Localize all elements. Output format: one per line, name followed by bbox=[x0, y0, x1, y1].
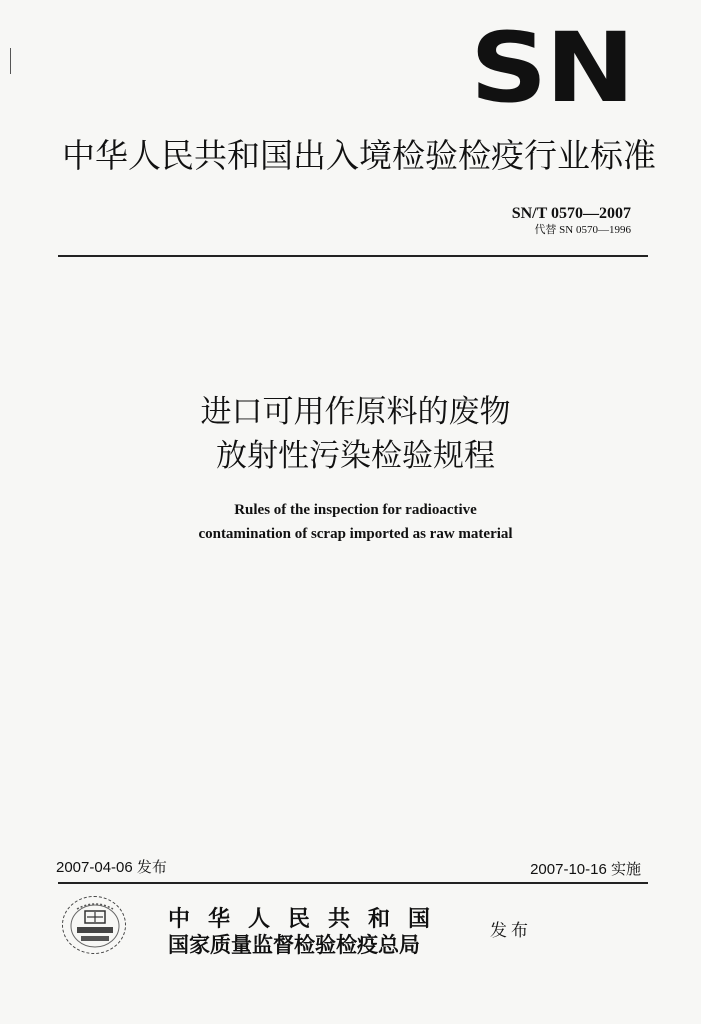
organization-title: 中华人民共和国出入境检验检疫行业标准 bbox=[62, 136, 656, 175]
footer-divider bbox=[58, 882, 648, 884]
document-title-cn bbox=[0, 390, 701, 478]
title-en-line-2: contamination of scrap imported as raw material bbox=[198, 526, 513, 542]
implementation-date: 2007-10-16 实施 bbox=[530, 861, 641, 878]
issuer-line-2: 国家质量监督检验检疫总局 bbox=[168, 932, 420, 957]
replaces-standard: 代替 SN 0570—1996 bbox=[534, 224, 631, 236]
document-title-en bbox=[0, 498, 701, 546]
publish-label: 发布 bbox=[490, 921, 532, 941]
standard-code: SN/T 0570—2007 bbox=[511, 205, 631, 222]
issuing-authority bbox=[168, 906, 448, 958]
title-cn-line-1: 进口可用作原料的废物 bbox=[200, 394, 511, 430]
title-cn-line-2: 放射性污染检验规程 bbox=[216, 438, 495, 474]
seal-stamp-icon bbox=[62, 896, 126, 954]
margin-mark bbox=[10, 48, 11, 74]
sn-logo: SN bbox=[470, 12, 633, 124]
title-en-line-1: Rules of the inspection for radioactive bbox=[234, 502, 477, 518]
header-divider bbox=[58, 255, 648, 257]
issuer-line-1: 中华人民共和国 bbox=[168, 906, 449, 932]
issue-date: 2007-04-06 发布 bbox=[56, 859, 167, 876]
